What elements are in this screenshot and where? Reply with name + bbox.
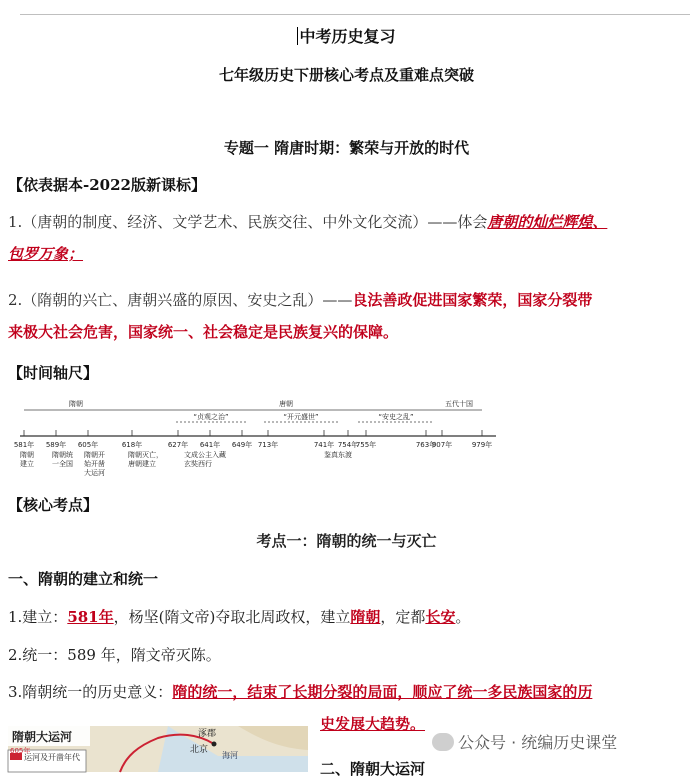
curriculum-label: 【依表据本-2022版新课标】	[8, 176, 206, 194]
timeline-event: 大运河	[84, 469, 105, 477]
fact-founding: 1.建立：581年，杨坚(隋文帝)夺取北周政权，建立隋朝，定都长安。	[8, 608, 471, 626]
timeline-event: 隋朝灭亡，	[128, 451, 163, 459]
timeline-year: 641年	[199, 441, 221, 449]
map-dot	[212, 742, 217, 747]
timeline-event: 鉴真东渡	[324, 451, 352, 459]
top-rule	[20, 14, 690, 15]
timeline-event: 建立	[20, 460, 34, 468]
fact-unification: 2.统一：589 年，隋文帝灭陈。	[8, 646, 221, 664]
timeline-event: 始开凿	[84, 460, 105, 468]
timeline-chart	[13, 396, 506, 488]
watermark: 公众号 · 统编历史课堂	[432, 730, 617, 753]
period-label: 唐朝	[279, 400, 293, 408]
period-label: 隋朝	[69, 400, 83, 408]
timeline-year: 907年	[431, 441, 453, 449]
timeline-year: 713年	[257, 441, 279, 449]
point-title: 考点一：隋朝的统一与灭亡	[256, 532, 437, 550]
topic-heading: 专题一 隋唐时期：繁荣与开放的时代	[223, 139, 470, 157]
period-label: 五代十国	[445, 400, 473, 408]
timeline-event: 玄奘西行	[184, 460, 212, 468]
timeline-year: 581年	[13, 441, 35, 449]
timeline-label: 【时间轴尺】	[8, 364, 99, 382]
map-place: 海河	[222, 751, 238, 760]
doc-subtitle: 七年级历史下册核心考点及重难点突破	[218, 66, 474, 84]
timeline-year: 605年	[77, 441, 99, 449]
timeline-year: 979年	[471, 441, 493, 449]
period-label: “开元盛世”	[283, 413, 319, 421]
timeline-year: 589年	[45, 441, 67, 449]
map-title: 隋朝大运河	[12, 730, 73, 744]
curriculum-item-2: 2.（隋朝的兴亡、唐朝兴盛的原因、安史之乱）——良法善政促进国家繁荣，国家分裂带 来极大社会危害，国家统一、社会稳定是民族复兴的保障。	[8, 291, 593, 341]
period-label: “安史之乱”	[378, 413, 414, 421]
wechat-icon	[432, 733, 454, 751]
timeline-year: 741年	[313, 441, 335, 449]
timeline-event: 文成公主入藏	[184, 451, 226, 459]
core-label: 【核心考点】	[8, 496, 99, 514]
doc-title: 中考历史复习	[299, 27, 396, 46]
timeline-year: 755年	[355, 441, 377, 449]
timeline-year: 627年	[167, 441, 189, 449]
grand-canal-map	[8, 726, 308, 772]
map-place: 北京	[190, 745, 209, 755]
curriculum-item-1: 1.（唐朝的制度、经济、文学艺术、民族交往、中外文化交流）——体会唐朝的灿烂辉煌、 包罗万象；	[8, 213, 608, 263]
timeline-year: 649年	[231, 441, 253, 449]
timeline-year: 618年	[121, 441, 143, 449]
section-heading-1: 一、隋朝的建立和统一	[8, 570, 159, 588]
map-legend: 运河及开凿年代	[24, 753, 80, 762]
map-legend-year: 605年	[10, 747, 31, 755]
timeline-event: 隋朝统	[52, 451, 73, 459]
fact-significance: 3.隋朝统一的历史意义：隋的统一，结束了长期分裂的局面，顺应了统一多民族国家的历 史发展大趋势。	[8, 683, 593, 733]
timeline-event: 隋朝开	[84, 451, 105, 459]
period-label: “贞观之治”	[193, 413, 229, 421]
map-place: 涿郡	[198, 729, 217, 739]
timeline-year: 763年	[415, 441, 437, 449]
timeline-event: 隋朝	[20, 451, 34, 459]
timeline-event: 一全国	[52, 460, 73, 468]
section-heading-2: 二、隋朝大运河	[320, 760, 426, 778]
timeline-year: 754年	[337, 441, 359, 449]
timeline-event: 唐朝建立	[128, 460, 156, 468]
